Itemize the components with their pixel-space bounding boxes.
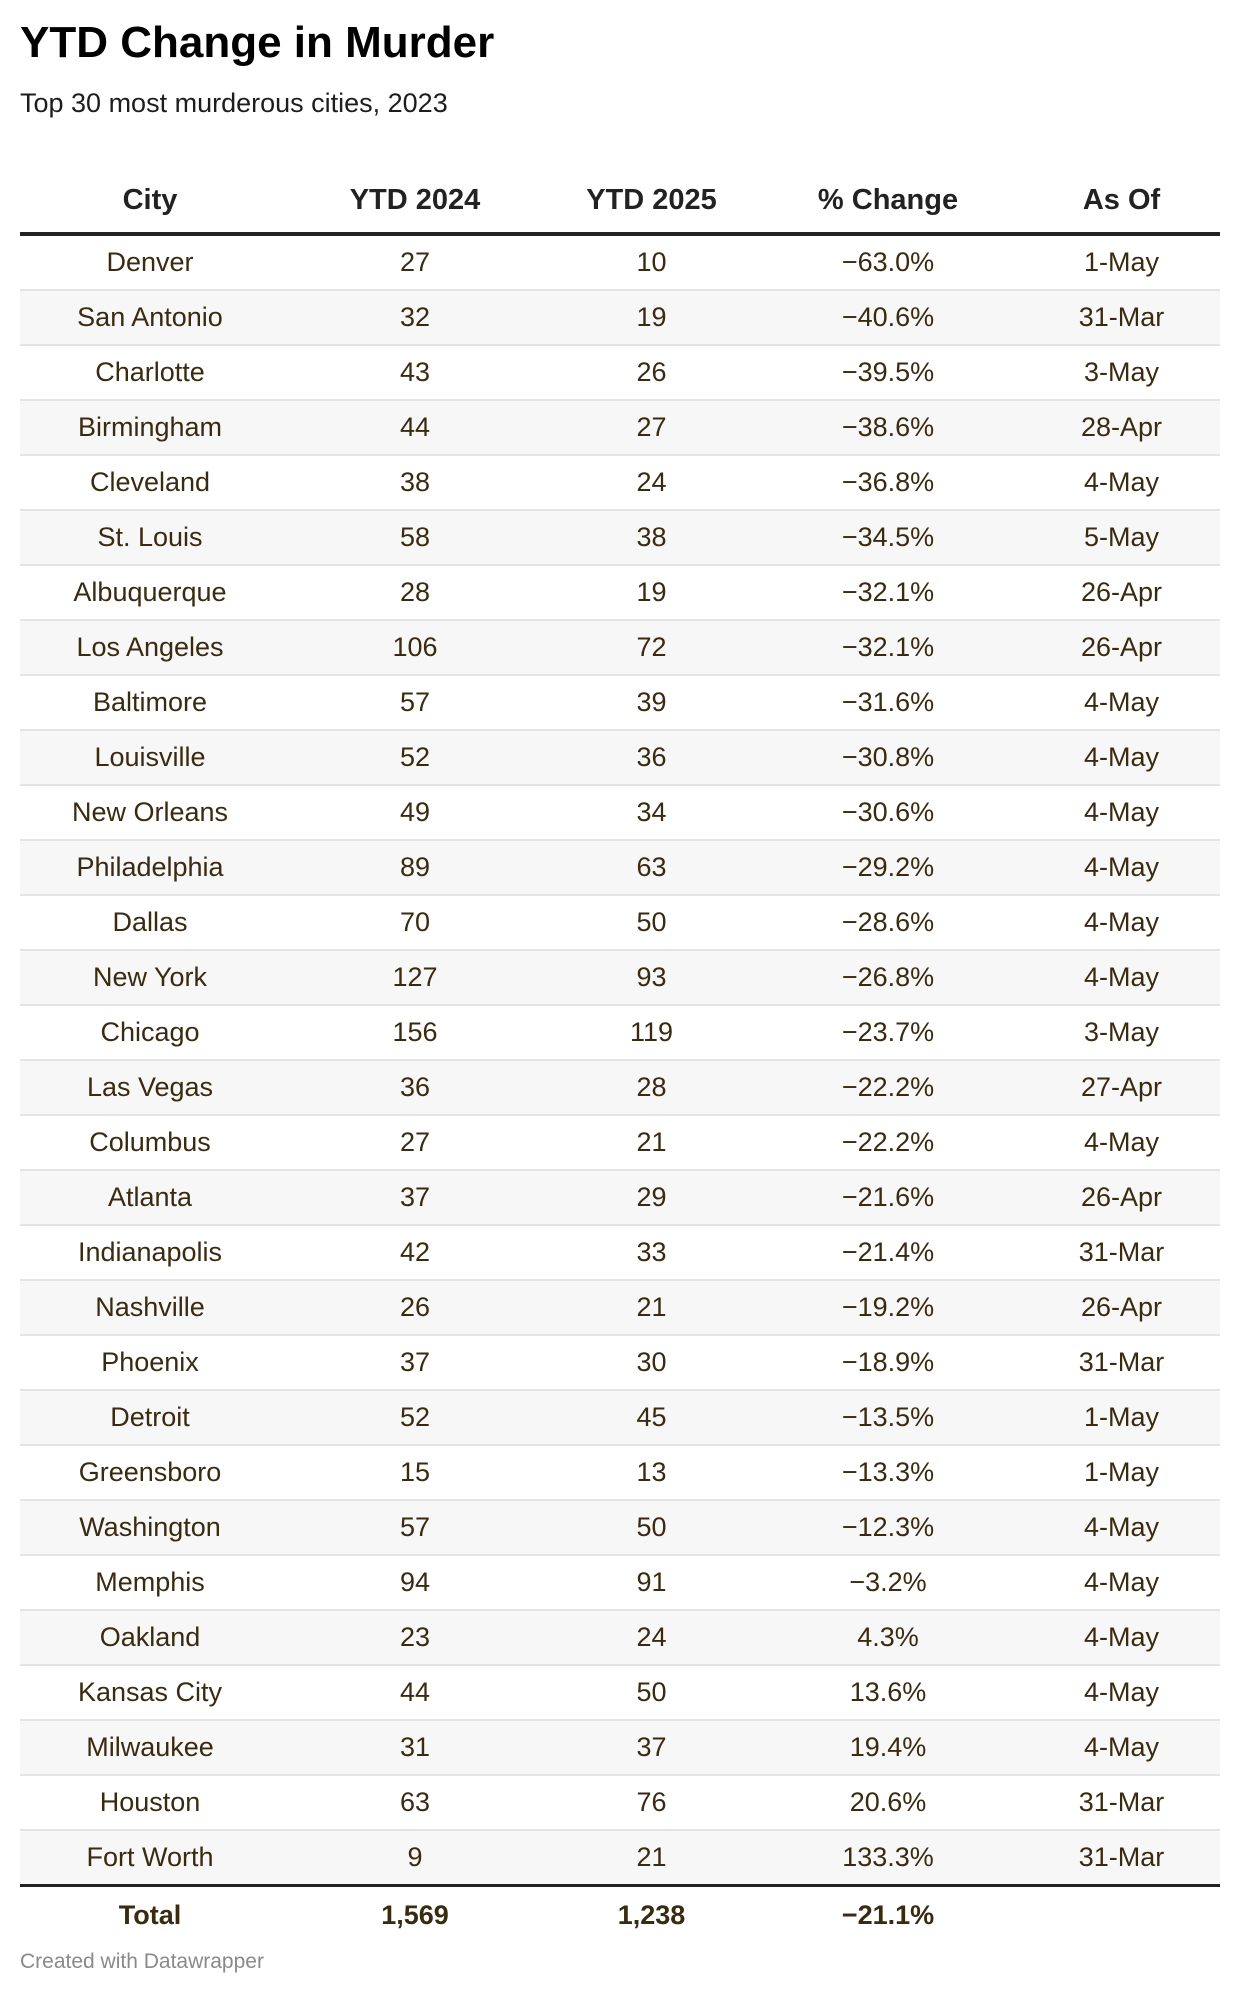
cell-ytd-2024: 58 bbox=[280, 510, 550, 565]
cell-pct-change: −30.8% bbox=[753, 730, 1023, 785]
cell-ytd-2024: 52 bbox=[280, 730, 550, 785]
cell-pct-change: 133.3% bbox=[753, 1830, 1023, 1886]
cell-city: Charlotte bbox=[20, 345, 280, 400]
cell-ytd-2024: 57 bbox=[280, 1500, 550, 1555]
cell-ytd-2024: 37 bbox=[280, 1170, 550, 1225]
cell-as-of: 1-May bbox=[1023, 234, 1220, 290]
cell-ytd-2025: 119 bbox=[550, 1005, 753, 1060]
cell-ytd-2025: 24 bbox=[550, 455, 753, 510]
cell-city: Los Angeles bbox=[20, 620, 280, 675]
cell-ytd-2025: 38 bbox=[550, 510, 753, 565]
cell-pct-change: 13.6% bbox=[753, 1665, 1023, 1720]
cell-as-of: 4-May bbox=[1023, 1555, 1220, 1610]
cell-pct-change: −21.6% bbox=[753, 1170, 1023, 1225]
table-footer bbox=[20, 1886, 1220, 1944]
cell-city: Oakland bbox=[20, 1610, 280, 1665]
chart-title: YTD Change in Murder bbox=[20, 18, 495, 67]
cell-as-of: 4-May bbox=[1023, 1115, 1220, 1170]
cell-ytd-2024: 43 bbox=[280, 345, 550, 400]
cell-ytd-2024: 42 bbox=[280, 1225, 550, 1280]
cell-city: Columbus bbox=[20, 1115, 280, 1170]
cell-pct-change: −30.6% bbox=[753, 785, 1023, 840]
cell-city: Greensboro bbox=[20, 1445, 280, 1500]
cell-pct-change: −12.3% bbox=[753, 1500, 1023, 1555]
cell-pct-change: −13.5% bbox=[753, 1390, 1023, 1445]
cell-city: Denver bbox=[20, 234, 280, 290]
table-row bbox=[20, 730, 1220, 785]
cell-pct-change: −18.9% bbox=[753, 1335, 1023, 1390]
cell-pct-change: −34.5% bbox=[753, 510, 1023, 565]
cell-pct-change: −19.2% bbox=[753, 1280, 1023, 1335]
cell-ytd-2025: 50 bbox=[550, 1500, 753, 1555]
cell-city: Birmingham bbox=[20, 400, 280, 455]
cell-pct-change: −38.6% bbox=[753, 400, 1023, 455]
cell-city: Albuquerque bbox=[20, 565, 280, 620]
cell-ytd-2024: 9 bbox=[280, 1830, 550, 1886]
table-row bbox=[20, 345, 1220, 400]
cell-as-of: 31-Mar bbox=[1023, 1335, 1220, 1390]
cell-ytd-2025: 30 bbox=[550, 1335, 753, 1390]
cell-ytd-2024: 37 bbox=[280, 1335, 550, 1390]
cell-ytd-2024: 15 bbox=[280, 1445, 550, 1500]
cell-as-of: 4-May bbox=[1023, 455, 1220, 510]
cell-ytd-2024: 106 bbox=[280, 620, 550, 675]
cell-pct-change: −31.6% bbox=[753, 675, 1023, 730]
table-row bbox=[20, 675, 1220, 730]
cell-city: Cleveland bbox=[20, 455, 280, 510]
table-row bbox=[20, 1335, 1220, 1390]
cell-city: New York bbox=[20, 950, 280, 1005]
table-row bbox=[20, 1060, 1220, 1115]
table-row bbox=[20, 895, 1220, 950]
cell-as-of: 5-May bbox=[1023, 510, 1220, 565]
cell-pct-change: −22.2% bbox=[753, 1115, 1023, 1170]
cell-city: Chicago bbox=[20, 1005, 280, 1060]
cell-ytd-2024: 44 bbox=[280, 1665, 550, 1720]
cell-ytd-2024: 27 bbox=[280, 234, 550, 290]
table-row bbox=[20, 1830, 1220, 1886]
table-header bbox=[20, 168, 1220, 234]
table-row bbox=[20, 510, 1220, 565]
cell-ytd-2025: 63 bbox=[550, 840, 753, 895]
cell-city: Detroit bbox=[20, 1390, 280, 1445]
cell-city: Las Vegas bbox=[20, 1060, 280, 1115]
cell-ytd-2025: 93 bbox=[550, 950, 753, 1005]
cell-ytd-2024: 38 bbox=[280, 455, 550, 510]
cell-as-of: 4-May bbox=[1023, 950, 1220, 1005]
cell-city: St. Louis bbox=[20, 510, 280, 565]
cell-city: Memphis bbox=[20, 1555, 280, 1610]
table-row bbox=[20, 1115, 1220, 1170]
cell-ytd-2024: 94 bbox=[280, 1555, 550, 1610]
cell-ytd-2025: 34 bbox=[550, 785, 753, 840]
cell-city: Indianapolis bbox=[20, 1225, 280, 1280]
cell-ytd-2024: 32 bbox=[280, 290, 550, 345]
column-header-ytd-2024[interactable]: YTD 2024 bbox=[280, 168, 550, 234]
cell-ytd-2024: 63 bbox=[280, 1775, 550, 1830]
cell-ytd-2024: 89 bbox=[280, 840, 550, 895]
cell-ytd-2025: 10 bbox=[550, 234, 753, 290]
cell-ytd-2025: 24 bbox=[550, 1610, 753, 1665]
cell-ytd-2025: 36 bbox=[550, 730, 753, 785]
cell-as-of: 1-May bbox=[1023, 1390, 1220, 1445]
cell-ytd-2025: 27 bbox=[550, 400, 753, 455]
column-header-ytd-2025[interactable]: YTD 2025 bbox=[550, 168, 753, 234]
cell-ytd-2024: 26 bbox=[280, 1280, 550, 1335]
credit-footer[interactable]: Created with Datawrapper bbox=[20, 1950, 264, 1973]
cell-pct-change: −23.7% bbox=[753, 1005, 1023, 1060]
cell-as-of: 26-Apr bbox=[1023, 620, 1220, 675]
cell-as-of: 4-May bbox=[1023, 1500, 1220, 1555]
cell-ytd-2024: 70 bbox=[280, 895, 550, 950]
cell-ytd-2025: 21 bbox=[550, 1280, 753, 1335]
cell-city: Dallas bbox=[20, 895, 280, 950]
header-row bbox=[20, 168, 1220, 234]
cell-ytd-2025: 39 bbox=[550, 675, 753, 730]
cell-pct-change: −36.8% bbox=[753, 455, 1023, 510]
table-row bbox=[20, 785, 1220, 840]
cell-as-of: 4-May bbox=[1023, 895, 1220, 950]
cell-ytd-2025: 26 bbox=[550, 345, 753, 400]
cell-ytd-2024: 52 bbox=[280, 1390, 550, 1445]
total-row bbox=[20, 1886, 1220, 1944]
cell-ytd-2024: 49 bbox=[280, 785, 550, 840]
cell-as-of: 4-May bbox=[1023, 840, 1220, 895]
cell-as-of: 1-May bbox=[1023, 1445, 1220, 1500]
cell-pct-change: −32.1% bbox=[753, 620, 1023, 675]
cell-as-of: 31-Mar bbox=[1023, 1775, 1220, 1830]
cell-ytd-2024: 57 bbox=[280, 675, 550, 730]
total-label: Total bbox=[20, 1886, 280, 1944]
table-row bbox=[20, 1555, 1220, 1610]
column-header-as-of[interactable]: As Of bbox=[1023, 168, 1220, 234]
chart-subtitle: Top 30 most murderous cities, 2023 bbox=[20, 88, 448, 118]
table-row bbox=[20, 950, 1220, 1005]
cell-as-of: 3-May bbox=[1023, 345, 1220, 400]
cell-as-of: 31-Mar bbox=[1023, 1225, 1220, 1280]
cell-as-of: 26-Apr bbox=[1023, 1280, 1220, 1335]
cell-city: Atlanta bbox=[20, 1170, 280, 1225]
cell-city: Milwaukee bbox=[20, 1720, 280, 1775]
total-ytd-2025: 1,238 bbox=[550, 1886, 753, 1944]
cell-city: Nashville bbox=[20, 1280, 280, 1335]
cell-ytd-2025: 21 bbox=[550, 1830, 753, 1886]
cell-pct-change: −13.3% bbox=[753, 1445, 1023, 1500]
cell-ytd-2024: 127 bbox=[280, 950, 550, 1005]
cell-as-of: 31-Mar bbox=[1023, 290, 1220, 345]
cell-ytd-2025: 29 bbox=[550, 1170, 753, 1225]
data-table-container bbox=[20, 168, 1220, 1943]
cell-as-of: 4-May bbox=[1023, 730, 1220, 785]
cell-as-of: 4-May bbox=[1023, 1610, 1220, 1665]
cell-as-of: 26-Apr bbox=[1023, 1170, 1220, 1225]
cell-as-of: 4-May bbox=[1023, 785, 1220, 840]
cell-as-of: 4-May bbox=[1023, 1665, 1220, 1720]
cell-ytd-2024: 36 bbox=[280, 1060, 550, 1115]
cell-ytd-2025: 13 bbox=[550, 1445, 753, 1500]
table-row bbox=[20, 1170, 1220, 1225]
cell-pct-change: −21.4% bbox=[753, 1225, 1023, 1280]
table-row bbox=[20, 1390, 1220, 1445]
cell-as-of: 4-May bbox=[1023, 675, 1220, 730]
cell-ytd-2025: 76 bbox=[550, 1775, 753, 1830]
cell-as-of: 3-May bbox=[1023, 1005, 1220, 1060]
cell-ytd-2025: 37 bbox=[550, 1720, 753, 1775]
total-as-of bbox=[1023, 1886, 1220, 1944]
cell-city: San Antonio bbox=[20, 290, 280, 345]
table-row bbox=[20, 1775, 1220, 1830]
cell-city: Houston bbox=[20, 1775, 280, 1830]
cell-city: New Orleans bbox=[20, 785, 280, 840]
cell-city: Kansas City bbox=[20, 1665, 280, 1720]
cell-ytd-2025: 72 bbox=[550, 620, 753, 675]
cell-city: Louisville bbox=[20, 730, 280, 785]
cell-city: Fort Worth bbox=[20, 1830, 280, 1886]
cell-ytd-2025: 19 bbox=[550, 290, 753, 345]
cell-ytd-2025: 91 bbox=[550, 1555, 753, 1610]
cell-as-of: 28-Apr bbox=[1023, 400, 1220, 455]
cell-as-of: 31-Mar bbox=[1023, 1830, 1220, 1886]
cell-city: Washington bbox=[20, 1500, 280, 1555]
cell-ytd-2025: 21 bbox=[550, 1115, 753, 1170]
table-row bbox=[20, 1665, 1220, 1720]
cell-ytd-2024: 156 bbox=[280, 1005, 550, 1060]
table-row bbox=[20, 1720, 1220, 1775]
table-row bbox=[20, 840, 1220, 895]
cell-pct-change: −29.2% bbox=[753, 840, 1023, 895]
cell-pct-change: −39.5% bbox=[753, 345, 1023, 400]
data-table bbox=[20, 168, 1220, 1943]
total-pct-change: −21.1% bbox=[753, 1886, 1023, 1944]
table-row bbox=[20, 234, 1220, 290]
table-row bbox=[20, 400, 1220, 455]
cell-city: Phoenix bbox=[20, 1335, 280, 1390]
cell-ytd-2024: 27 bbox=[280, 1115, 550, 1170]
cell-as-of: 26-Apr bbox=[1023, 565, 1220, 620]
cell-ytd-2025: 19 bbox=[550, 565, 753, 620]
cell-ytd-2024: 31 bbox=[280, 1720, 550, 1775]
table-row bbox=[20, 620, 1220, 675]
table-row bbox=[20, 1280, 1220, 1335]
table-row bbox=[20, 1005, 1220, 1060]
cell-ytd-2025: 33 bbox=[550, 1225, 753, 1280]
cell-pct-change: −32.1% bbox=[753, 565, 1023, 620]
cell-ytd-2025: 28 bbox=[550, 1060, 753, 1115]
table-row bbox=[20, 1610, 1220, 1665]
cell-pct-change: −40.6% bbox=[753, 290, 1023, 345]
cell-ytd-2025: 50 bbox=[550, 895, 753, 950]
column-header-city[interactable]: City bbox=[20, 168, 280, 234]
cell-ytd-2024: 28 bbox=[280, 565, 550, 620]
cell-city: Philadelphia bbox=[20, 840, 280, 895]
cell-ytd-2025: 45 bbox=[550, 1390, 753, 1445]
cell-pct-change: −28.6% bbox=[753, 895, 1023, 950]
cell-as-of: 4-May bbox=[1023, 1720, 1220, 1775]
cell-as-of: 27-Apr bbox=[1023, 1060, 1220, 1115]
cell-pct-change: −22.2% bbox=[753, 1060, 1023, 1115]
column-header-pct-change[interactable]: % Change bbox=[753, 168, 1023, 234]
cell-ytd-2024: 23 bbox=[280, 1610, 550, 1665]
table-row bbox=[20, 1225, 1220, 1280]
table-row bbox=[20, 455, 1220, 510]
cell-pct-change: −26.8% bbox=[753, 950, 1023, 1005]
cell-city: Baltimore bbox=[20, 675, 280, 730]
table-row bbox=[20, 565, 1220, 620]
cell-pct-change: −3.2% bbox=[753, 1555, 1023, 1610]
total-ytd-2024: 1,569 bbox=[280, 1886, 550, 1944]
cell-pct-change: −63.0% bbox=[753, 234, 1023, 290]
cell-pct-change: 4.3% bbox=[753, 1610, 1023, 1665]
cell-ytd-2025: 50 bbox=[550, 1665, 753, 1720]
cell-pct-change: 20.6% bbox=[753, 1775, 1023, 1830]
table-row bbox=[20, 1445, 1220, 1500]
cell-ytd-2024: 44 bbox=[280, 400, 550, 455]
table-body bbox=[20, 234, 1220, 1886]
table-row bbox=[20, 290, 1220, 345]
table-row bbox=[20, 1500, 1220, 1555]
cell-pct-change: 19.4% bbox=[753, 1720, 1023, 1775]
